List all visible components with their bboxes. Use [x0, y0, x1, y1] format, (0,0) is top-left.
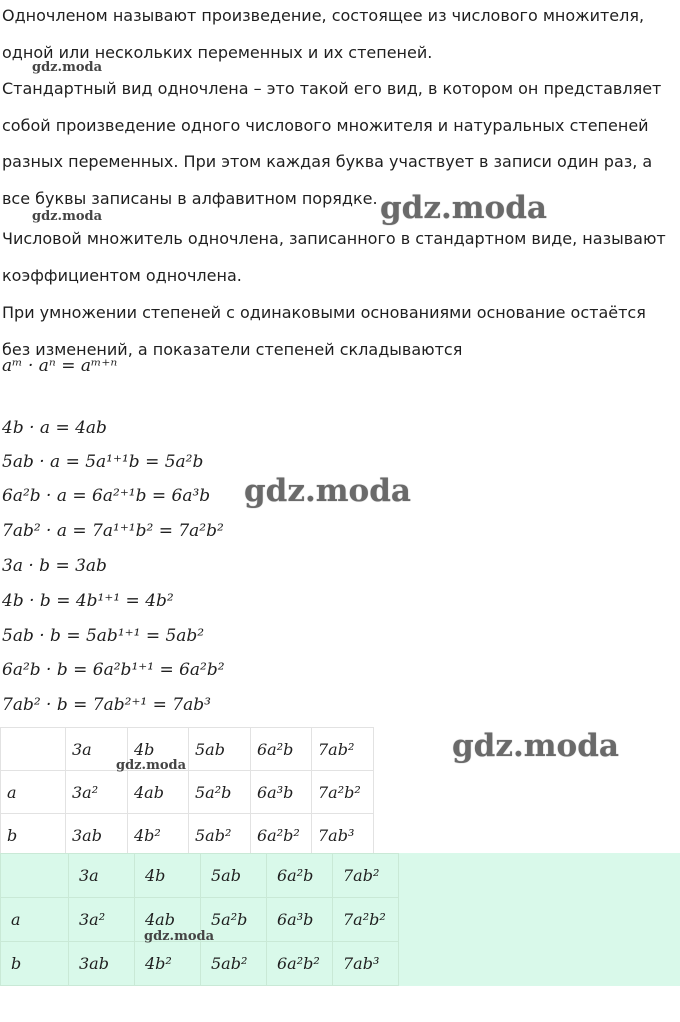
table-cell: 3ab [66, 814, 128, 857]
paragraph-standard-form [2, 71, 678, 217]
table-cell: 4b [128, 728, 189, 771]
text-line: без изменений, а показатели степеней складываются [2, 339, 463, 359]
formula-line: 7ab² · b = 7ab²⁺¹ = 7ab³ [2, 695, 211, 715]
text-line: При умножении степеней с одинаковыми основаниями основание остаётся [2, 303, 646, 322]
table-row [1, 814, 374, 857]
formula-line: 4b · b = 4b¹⁺¹ = 4b² [2, 591, 174, 611]
text-line: все буквы записаны в алфавитном порядке. [2, 188, 378, 208]
table-cell: 7ab³ [333, 942, 399, 986]
table-cell: 3a [66, 728, 128, 771]
watermark: gdz.moda [144, 929, 215, 944]
table-header-row [1, 854, 399, 898]
table-cell: 6a²b [267, 854, 333, 898]
text-line: коэффициентом одночлена. [2, 265, 242, 285]
table-cell: 7ab² [333, 854, 399, 898]
text-line: собой произведение одного числового множителя и натуральных степеней [2, 115, 649, 135]
table-cell: 7ab³ [312, 814, 374, 857]
table-cell: 5a²b [189, 771, 251, 814]
table-cell: 3a² [69, 898, 135, 942]
watermark: gdz.moda [32, 60, 103, 75]
table-cell: 6a²b [251, 728, 312, 771]
formula-line: 7ab² · a = 7a¹⁺¹b² = 7a²b² [2, 521, 224, 541]
formula-line: 3a · b = 3ab [2, 556, 107, 576]
table-cell [1, 854, 69, 898]
watermark: gdz.moda [244, 473, 411, 509]
multiplication-table-highlighted [0, 853, 399, 986]
table-cell: 6a³b [251, 771, 312, 814]
table-cell: 6a²b² [267, 942, 333, 986]
table-cell: b [1, 942, 69, 986]
formula-line: 6a²b · b = 6a²b¹⁺¹ = 6a²b² [2, 660, 225, 680]
table-cell: 5ab [201, 854, 267, 898]
table-cell: 5ab² [189, 814, 251, 857]
table-cell: 3a² [66, 771, 128, 814]
text-line: Числовой множитель одночлена, записанного в стандартном виде, называют [2, 229, 666, 248]
watermark: gdz.moda [380, 190, 547, 226]
table-cell: 4b² [135, 942, 201, 986]
table-cell: b [1, 814, 66, 857]
table-cell: 7ab² [312, 728, 374, 771]
table-cell: a [1, 771, 66, 814]
formula-line: 6a²b · a = 6a²⁺¹b = 6a³b [2, 486, 211, 506]
formula-line: 4b · a = 4ab [2, 418, 107, 438]
multiplication-table [0, 727, 374, 857]
table-cell: 5ab [189, 728, 251, 771]
table-cell: 7a²b² [333, 898, 399, 942]
table-cell: 5ab² [201, 942, 267, 986]
table-cell: 4b [135, 854, 201, 898]
table-row [1, 942, 399, 986]
text-line: Стандартный вид одночлена – это такой его вид, в котором он представляет [2, 79, 662, 98]
table-cell: a [1, 898, 69, 942]
watermark: gdz.moda [452, 728, 619, 764]
formula-line: 5ab · b = 5ab¹⁺¹ = 5ab² [2, 626, 205, 646]
text-line: Одночленом называют произведение, состоящее из числового множителя, [2, 6, 645, 25]
table-cell: 4b² [128, 814, 189, 857]
paragraph-monomial-definition [2, 0, 678, 71]
table-cell [1, 728, 66, 771]
text-line: одной или нескольких переменных и их степеней. [2, 42, 433, 62]
table-cell: 7a²b² [312, 771, 374, 814]
watermark: gdz.moda [116, 758, 187, 773]
text-line: разных переменных. При этом каждая буква участвует в записи один раз, а [2, 152, 653, 171]
table-cell: 6a³b [267, 898, 333, 942]
table-cell: 6a²b² [251, 814, 312, 857]
table-row [1, 771, 374, 814]
table-cell: 3ab [69, 942, 135, 986]
table-cell: 5a²b [201, 898, 267, 942]
formula-line: 5ab · a = 5a¹⁺¹b = 5a²b [2, 452, 204, 472]
table-cell: 3a [69, 854, 135, 898]
watermark: gdz.moda [32, 209, 103, 224]
table-cell: 4ab [135, 898, 201, 942]
table-cell: 4ab [128, 771, 189, 814]
paragraph-coefficient [2, 221, 678, 294]
formula-power-rule: aᵐ · aⁿ = aᵐ⁺ⁿ [2, 356, 118, 376]
highlighted-table-block [0, 853, 680, 986]
table-header-row [1, 728, 374, 771]
